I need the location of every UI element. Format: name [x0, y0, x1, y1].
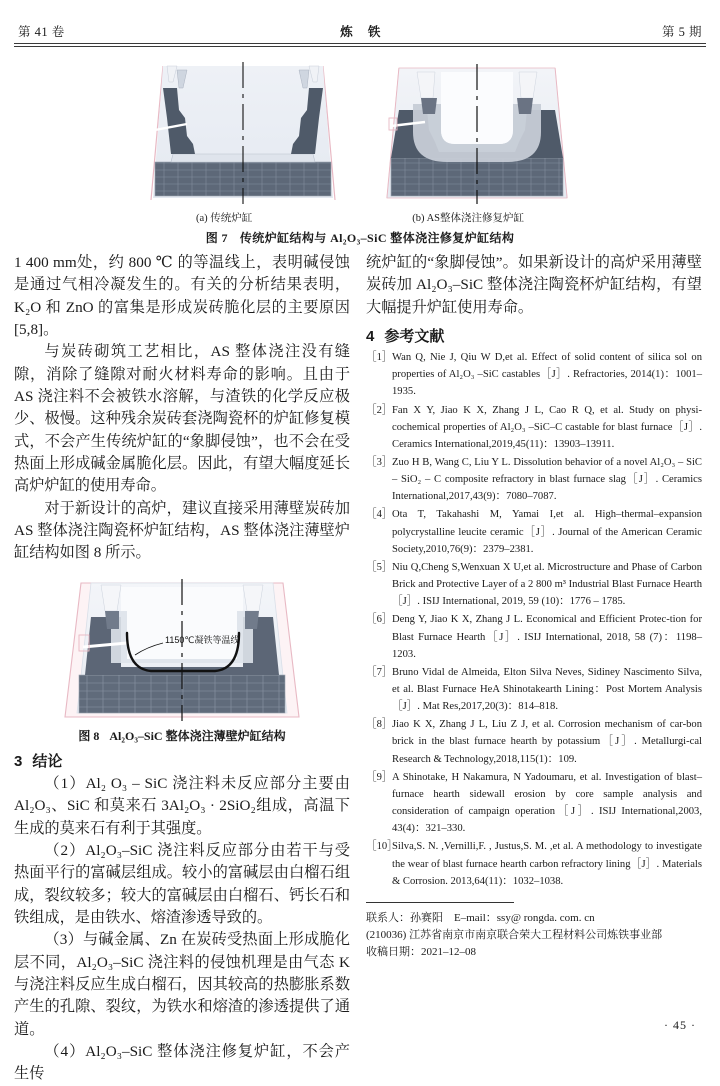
- section-heading-conclusions: [14, 750, 350, 771]
- section-3-number: 3: [14, 752, 23, 770]
- body-columns: [14, 252, 706, 1086]
- section-heading-references: [366, 325, 702, 346]
- footnote-block: [366, 910, 702, 961]
- figure-7b-as-repaired-hearth: [377, 58, 577, 206]
- reference-item: [366, 559, 702, 610]
- reference-tag: ［4］: [366, 509, 393, 521]
- reference-text: Zuo H B, Wang C, Liu Y L. Dissolution behavior of a novel Al₂O₃ – SiC – SiO₂ – C composite refractory in blast furnace slag［J］. Ceramics International,2017,43(9)：7080–7087.: [392, 456, 702, 503]
- reference-text: Ota T, Takahashi M, Yamai I,et al. High–thermal–expansion polycrystalline leucite ceramic［J］. Journal of the American Ceramic Society,2010,76(9)：2379–2381.: [392, 509, 702, 555]
- reference-text: Deng Y, Jiao K X, Zhang J L. Economical and Efficient Protec-tion for Blast Furnace Hearth［J］. ISIJ International, 2018, 58 (7)：1198–1203.: [392, 614, 702, 660]
- reference-tag: ［1］: [366, 352, 393, 364]
- left-paragraph-2: 与炭砖砌筑工艺相比，AS 整体浇注没有缝隙，消除了缝隙对耐火材料寿命的影响。且由于 AS 浇注料不会被铁水溶解，与渣铁的化学反应极少、极慢。这种残余炭砖套浇陶瓷杯的炉缸修复模式，不会产生传统炉缸的“象脚侵蚀”，也不会在受热面上形成碱金属脆化层。因此，有望大幅度延长高炉炉缸的使用寿命。: [14, 343, 350, 495]
- reference-tag: ［3］: [366, 456, 393, 468]
- figure-8-image: [14, 571, 350, 723]
- footnote-contact: 联系人：孙赛阳 E–mail：ssy@ rongda. com. cn: [366, 911, 595, 924]
- footnote-received-date: 收稿日期：2021–12–08: [366, 945, 476, 958]
- reference-item: [366, 402, 702, 453]
- reference-text: Wan Q, Nie J, Qiu W D,et al. Effect of solid content of silica sol on properties of Al₂O₃ –SiC castables［J］. Refractories, 2014(1)：1001–1935.: [392, 352, 702, 398]
- reference-text: Fan X Y, Jiao K X, Zhang J L, Cao R Q, et al. Study on physi-cochemical properties of Al₂O₃ –SiC–C castable for blast furnace［J］. Ceramics International,2019,45(11)：13903–13911.: [392, 404, 702, 450]
- left-paragraph-continued: 1 400 mm处，约 800 ℃ 的等温线上，表明碱侵蚀是通过气相冷凝发生的。有关的分析结果表明，K₂O 和 ZnO 的富集是形成炭砖脆化层的主要原因[5,8]。: [14, 254, 350, 339]
- reference-tag: ［8］: [366, 719, 393, 731]
- reference-tag: ［10］: [366, 841, 398, 853]
- page-number: · 45 ·: [664, 1018, 696, 1032]
- reference-text: Jiao K X, Zhang J L, Liu Z J, et al. Corrosion mechanism of car-bon brick in the blast furnace hearth by potassium［J］. Metallurgi-cal Research & Technology,2018,115(1)：109.: [392, 719, 702, 765]
- reference-tag: ［2］: [366, 404, 393, 416]
- reference-item: [366, 349, 702, 400]
- figure-7-caption-text: 传统炉缸结构与 Al₂O₃–SiC 整体浇注修复炉缸结构: [239, 231, 515, 245]
- figure-7a-subcaption: (a) 传统炉缸: [196, 213, 253, 224]
- reference-tag: ［7］: [366, 666, 393, 678]
- footnote-address: (210036) 江苏省南京市南京联合荣大工程材料公司炼铁事业部: [366, 928, 663, 941]
- conclusion-item-2: （2）Al₂O₃–SiC 浇注料反应部分由若干与受热面平行的富碱层组成。较小的富碱层由白榴石组成，裂纹较多；较大的富碱层由白榴石、钙长石和铁组成，是由铁水、熔渣渗透导致的。: [14, 841, 350, 926]
- reference-tag: ［6］: [366, 614, 393, 626]
- figure-7a-traditional-hearth: [143, 58, 343, 206]
- reference-tag: ［9］: [366, 771, 393, 783]
- reference-text: Silva,S. N. ,Vernilli,F. , Justus,S. M. ,et al. A methodology to investigate the wear of blast furnace hearth carbon refractory lining［J］. Materials & Corrosion. 2013,64(11)：1032–1038.: [392, 841, 702, 887]
- running-head: [14, 0, 706, 43]
- figure-7-subcaptions: [14, 210, 706, 225]
- figure-7b-subcaption: (b) AS整体浇注修复炉缸: [412, 213, 524, 224]
- journal-title: 炼 铁: [340, 25, 387, 39]
- reference-item: [366, 664, 702, 715]
- reference-item: [366, 454, 702, 505]
- figure-8-caption-text: Al₂O₃–SiC 整体浇注薄壁炉缸结构: [109, 728, 286, 743]
- reference-list: [366, 349, 702, 890]
- figure-8-caption: [14, 727, 350, 744]
- conclusion-item-1: （1）Al₂ O₃ – SiC 浇注料未反应部分主要由 Al₂O₃、SiC 和莫来石 3Al₂O₃ · 2SiO₂组成，高温下生成的莫来石有利于其强度。: [14, 774, 350, 837]
- reference-item: [366, 716, 702, 767]
- left-paragraph-3: 对于新设计的高炉，建议直接采用薄壁炭砖加 AS 整体浇注陶瓷杯炉缸结构，AS 整体浇注薄壁炉缸结构如图 8 所示。: [14, 499, 350, 562]
- conclusion-item-3: （3）与碱金属、Zn 在炭砖受热面上形成脆化层不同，Al₂O₃–SiC 浇注料的侵蚀机理是由气态 K 与浇注料反应生成白榴石，因其较高的热膨胀系数产生的孔隙、裂纹，为铁水和熔渣的渗透提供了通道。: [14, 931, 350, 1038]
- section-3-title: 结论: [32, 752, 63, 770]
- reference-item: [366, 611, 702, 662]
- left-column: [14, 252, 350, 1086]
- figure-7-number: 图 7: [205, 231, 228, 245]
- conclusion-item-4-start: （4）Al₂O₃–SiC 整体浇注修复炉缸，不会产生传: [14, 1042, 350, 1083]
- figure-8-number: 图 8: [78, 728, 100, 743]
- reference-item: [366, 506, 702, 557]
- right-column: [366, 252, 702, 1086]
- section-4-number: 4: [366, 328, 375, 346]
- reference-item: [366, 769, 702, 838]
- header-rule: [14, 43, 706, 46]
- figure-8-isotherm-label: 1150℃凝铁等温线: [165, 634, 240, 645]
- figure-7-caption: [14, 229, 706, 246]
- reference-text: A Shinotake, H Nakamura, N Yadoumaru, et al. Investigation of blast–furnace hearth sidewall erosion by core sample analysis and consideration of campaign operation［J］. ISIJ International,2003, 43(4)：321–330.: [392, 771, 702, 835]
- volume-label: 第 41 卷: [18, 25, 65, 39]
- section-4-title: 参考文献: [384, 328, 445, 346]
- figure-7-images: [14, 58, 706, 206]
- footnote-rule: [366, 902, 514, 903]
- reference-text: Bruno Vidal de Almeida, Elton Silva Neves, Sidiney Nascimento Silva, et al. Blast Furnace HeA Shinotakearth Lining：Post Mortem Analysis［J］. Mat Res,2017,20(3)：814–818.: [392, 666, 702, 713]
- reference-tag: ［5］: [366, 561, 393, 573]
- issue-label: 第 5 期: [661, 25, 702, 39]
- reference-item: [366, 838, 702, 889]
- right-paragraph-continued: 统炉缸的“象脚侵蚀”。如果新设计的高炉采用薄壁炭砖加 Al₂O₃–SiC 整体浇注陶瓷杯炉缸结构，有望大幅提升炉缸使用寿命。: [366, 254, 702, 316]
- reference-text: Niu Q,Cheng S,Wenxuan X U,et al. Microstructure and Phase of Carbon Brick and Protective Layer of a 2 800 m³ Industrial Blast Furnace Hearth［J］. ISIJ International, 2019, 59 (10)：1776 – 1785.: [392, 561, 702, 608]
